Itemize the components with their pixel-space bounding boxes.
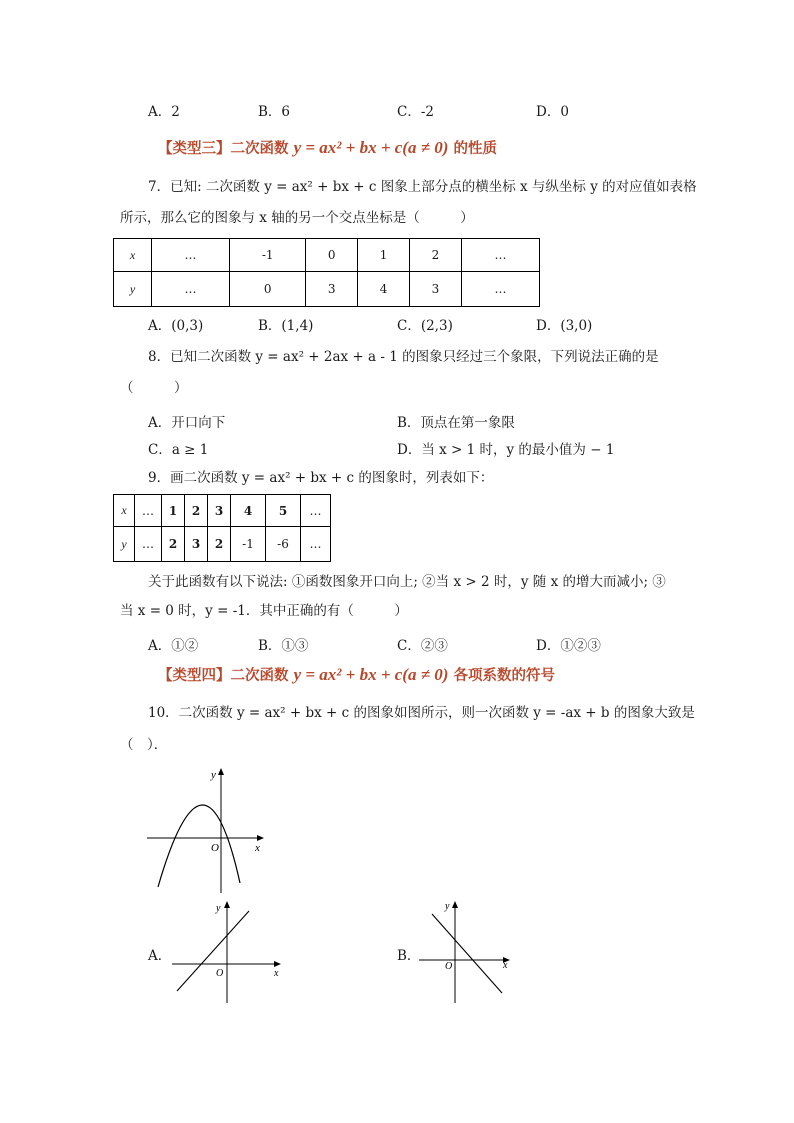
q9-option-a: A．①② xyxy=(148,638,199,654)
parabola-curve xyxy=(158,805,240,887)
q7-cell: 4 xyxy=(358,272,410,307)
origin-label: O xyxy=(445,961,453,972)
section-4-bracket: 【类型四】 xyxy=(158,667,231,684)
q10-option-a-graph xyxy=(170,897,290,1007)
q7-table xyxy=(113,238,540,307)
q9-table-row-x xyxy=(114,495,331,527)
section-3-heading xyxy=(158,137,497,158)
q7-cell: … xyxy=(151,239,229,272)
q9-line2: 关于此函数有以下说法: ①函数图象开口向上; ②当 x > 2 时，y 随 x 的增大而减小; ③ xyxy=(148,574,666,590)
q9-cell: … xyxy=(301,495,331,527)
q7-cell: 2 xyxy=(410,239,462,272)
option-a-line xyxy=(177,911,249,991)
q9-option-c: C．②③ xyxy=(397,638,448,654)
q6-option-b: B．6 xyxy=(258,104,291,120)
q6-option-c: C．-2 xyxy=(397,104,434,120)
section-4-heading xyxy=(158,664,555,685)
q9-table xyxy=(113,494,331,562)
y-axis-label: y xyxy=(211,769,216,781)
q10-line2: （ ）． xyxy=(120,737,168,753)
q9-cell: … xyxy=(135,495,162,527)
q10-option-a-label: A． xyxy=(148,948,172,964)
q7-option-d: D．(3,0) xyxy=(536,318,593,334)
section-4-prefix: 二次函数 xyxy=(230,667,289,684)
q7-option-a: A．(0,3) xyxy=(148,318,204,334)
origin-label: O xyxy=(211,842,219,854)
section-4-formula: y = ax² + bx + c(a ≠ 0) xyxy=(293,665,449,684)
origin-label: O xyxy=(216,968,224,979)
q9-cell: 2 xyxy=(208,527,231,562)
q8-line1: 8．已知二次函数 y = ax² + 2ax + a - 1 的图象只经过三个象限，下列说法正确的是 xyxy=(148,349,659,365)
q6-option-d: D．0 xyxy=(536,104,569,120)
q7-cell: 3 xyxy=(410,272,462,307)
section-3-bracket: 【类型三】 xyxy=(158,140,231,157)
q9-table-row-y xyxy=(114,527,331,562)
q9-cell: x xyxy=(114,495,135,527)
q7-table-row-y xyxy=(114,272,540,307)
q9-cell: 2 xyxy=(162,527,185,562)
option-b-line xyxy=(432,914,502,993)
section-3-suffix: 的性质 xyxy=(453,140,498,157)
section-3-formula: y = ax² + bx + c(a ≠ 0) xyxy=(293,138,449,157)
q9-cell: 5 xyxy=(266,495,301,527)
q8-option-b: B．顶点在第一象限 xyxy=(397,415,515,431)
q10-option-b-label: B． xyxy=(397,948,421,964)
q8-option-c: C．a ≥ 1 xyxy=(148,442,209,458)
q9-cell: 2 xyxy=(185,495,208,527)
x-axis-label: x xyxy=(274,968,279,979)
q9-line3: 当 x = 0 时，y = -1．其中正确的有（ ） xyxy=(120,603,408,619)
q9-cell: 3 xyxy=(208,495,231,527)
q7-cell: -1 xyxy=(230,239,306,272)
q10-parabola-graph xyxy=(145,765,275,895)
q10-option-b-graph xyxy=(415,897,530,1007)
q6-option-a: A．2 xyxy=(148,104,180,120)
q7-option-b: B．(1,4) xyxy=(258,318,314,334)
q9-cell: -1 xyxy=(231,527,266,562)
y-axis-label: y xyxy=(445,901,450,912)
q7-table-row-x xyxy=(114,239,540,272)
q9-option-d: D．①②③ xyxy=(536,638,601,654)
q8-option-a: A．开口向下 xyxy=(148,415,226,431)
q7-cell: 3 xyxy=(306,272,358,307)
q10-line1: 10．二次函数 y = ax² + bx + c 的图象如图所示，则一次函数 y = -ax + b 的图象大致是 xyxy=(148,705,695,721)
q7-line1: 7．已知: 二次函数 y = ax² + bx + c 图象上部分点的横坐标 x 与纵坐标 y 的对应值如表格 xyxy=(148,179,697,195)
q7-cell: … xyxy=(461,239,539,272)
q7-line2: 所示，那么它的图象与 x 轴的另一个交点坐标是（ ） xyxy=(120,210,474,226)
y-axis-arrow-icon xyxy=(224,901,230,908)
q9-cell: y xyxy=(114,527,135,562)
q7-cell: … xyxy=(151,272,229,307)
y-axis-label: y xyxy=(216,903,221,914)
q8-option-d: D．当 x > 1 时，y 的最小值为 − 1 xyxy=(397,442,615,458)
q7-option-c: C．(2,3) xyxy=(397,318,453,334)
q8-line2: （ ） xyxy=(120,380,188,396)
q7-cell: … xyxy=(461,272,539,307)
q9-cell: -6 xyxy=(266,527,301,562)
q7-cell: x xyxy=(114,239,152,272)
q7-cell: 0 xyxy=(230,272,306,307)
y-axis-arrow-icon xyxy=(218,768,224,775)
x-axis-arrow-icon xyxy=(257,835,264,841)
y-axis-arrow-icon xyxy=(452,901,458,908)
section-4-suffix: 各项系数的符号 xyxy=(453,667,556,684)
q9-cell: 4 xyxy=(231,495,266,527)
q9-option-b: B．①③ xyxy=(258,638,309,654)
section-3-prefix: 二次函数 xyxy=(230,140,289,157)
q9-line1: 9．画二次函数 y = ax² + bx + c 的图象时，列表如下： xyxy=(148,470,494,486)
x-axis-arrow-icon xyxy=(274,961,281,967)
q9-cell: … xyxy=(135,527,162,562)
q9-cell: 3 xyxy=(185,527,208,562)
q7-cell: 1 xyxy=(358,239,410,272)
q9-cell: 1 xyxy=(162,495,185,527)
q7-cell: 0 xyxy=(306,239,358,272)
x-axis-label: x xyxy=(255,842,260,854)
q7-cell: y xyxy=(114,272,152,307)
q9-cell: … xyxy=(301,527,331,562)
x-axis-label: x xyxy=(503,960,508,971)
